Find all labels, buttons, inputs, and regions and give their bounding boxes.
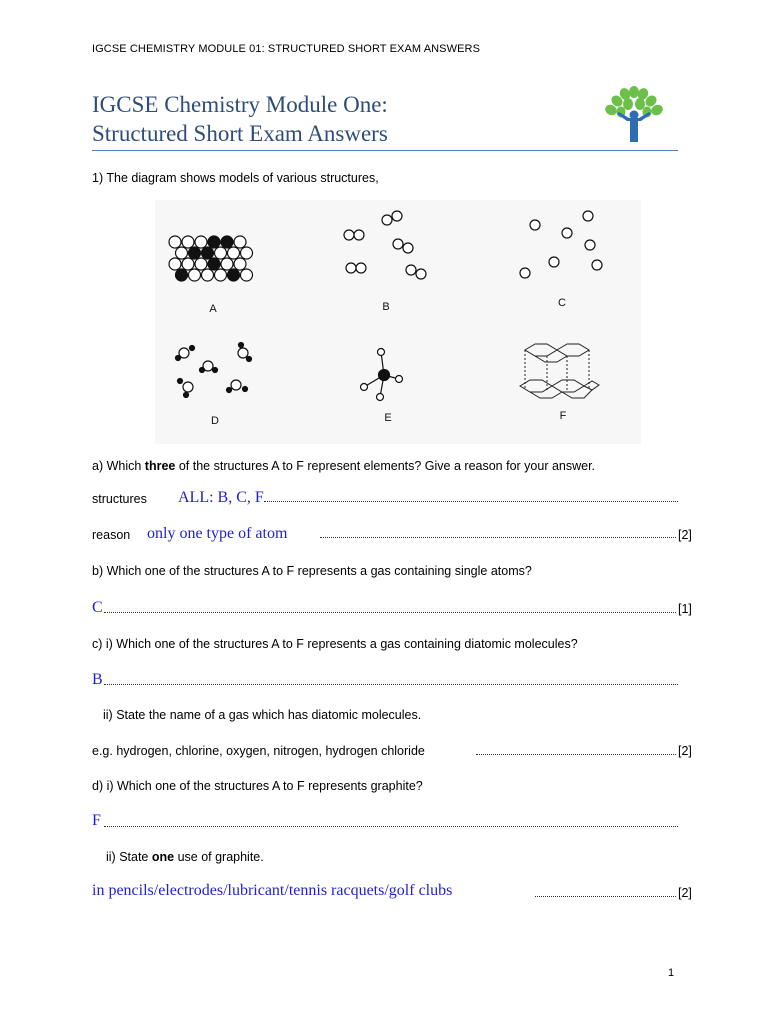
answer-line — [320, 537, 676, 538]
label-a: A — [209, 303, 217, 315]
lattice-atom — [228, 269, 240, 281]
structures-label: structures — [92, 492, 147, 506]
label-e: E — [384, 412, 392, 424]
lattice-atom — [221, 236, 233, 248]
lattice-atom — [169, 236, 181, 248]
answer-line — [104, 826, 678, 827]
lattice-atom — [182, 258, 194, 270]
question-c-i: c) i) Which one of the structures A to F represents a gas containing diatomic molecules? — [92, 637, 578, 651]
lattice-atom — [189, 269, 201, 281]
lattice-atom — [176, 247, 188, 259]
question-a: a) Which three of the structures A to F represent elements? Give a reason for your answer. — [92, 459, 596, 473]
structures-diagram — [155, 200, 641, 444]
lattice-atom — [202, 247, 214, 259]
question-c-ii: ii) State the name of a gas which has diatomic molecules. — [103, 708, 422, 722]
lattice-atom — [234, 258, 246, 270]
question-d-ii: ii) State one use of graphite. — [106, 850, 264, 864]
answer-line — [476, 754, 676, 755]
lattice-atom — [208, 236, 220, 248]
lattice-atom — [169, 258, 181, 270]
lattice-atom — [215, 247, 227, 259]
answer-line — [535, 896, 676, 897]
answer-d-i: F — [92, 812, 101, 829]
lattice-atom — [215, 269, 227, 281]
lattice-atom — [202, 269, 214, 281]
lattice-atom — [176, 269, 188, 281]
lattice-atom — [195, 236, 207, 248]
page-title — [92, 90, 682, 148]
reason-label: reason — [92, 528, 131, 542]
structure-a-model — [169, 236, 253, 281]
label-c: C — [558, 297, 566, 309]
title-line-1: IGCSE Chemistry Module One: — [92, 92, 388, 117]
label-d: D — [211, 415, 219, 427]
answer-line — [104, 684, 678, 685]
lattice-atom — [221, 258, 233, 270]
q1-intro: 1) The diagram shows models of various structures, — [92, 171, 379, 185]
marks-d: [2] — [678, 886, 692, 900]
structures-answer: ALL: B, C, F — [178, 489, 264, 506]
label-f: F — [559, 410, 567, 422]
label-b: B — [382, 301, 390, 313]
marks-a: [2] — [678, 528, 692, 542]
question-b: b) Which one of the structures A to F represents a gas containing single atoms? — [92, 564, 532, 578]
running-header: IGCSE CHEMISTRY MODULE 01: STRUCTURED SHORT EXAM ANSWERS — [92, 43, 481, 55]
marks-c: [2] — [678, 744, 692, 758]
lattice-atom — [241, 247, 253, 259]
answer-line — [264, 501, 678, 502]
lattice-atom — [234, 236, 246, 248]
question-d-i: d) i) Which one of the structures A to F represents graphite? — [92, 779, 423, 793]
answer-c-i: B — [92, 671, 103, 688]
reason-answer: only one type of atom — [147, 525, 288, 542]
page-number: 1 — [668, 967, 675, 979]
answer-line — [104, 612, 676, 613]
lattice-atom — [208, 258, 220, 270]
answer-c-ii: e.g. hydrogen, chlorine, oxygen, nitrogen, hydrogen chloride — [92, 744, 425, 758]
title-line-2: Structured Short Exam Answers — [92, 121, 388, 146]
lattice-atom — [228, 247, 240, 259]
lattice-atom — [241, 269, 253, 281]
marks-b: [1] — [678, 602, 692, 616]
lattice-atom — [189, 247, 201, 259]
title-underline — [92, 150, 678, 151]
lattice-atom — [195, 258, 207, 270]
answer-b: C — [92, 599, 103, 616]
tree-person-logo-icon — [603, 84, 665, 146]
answer-d-ii: in pencils/electrodes/lubricant/tennis racquets/golf clubs — [92, 882, 453, 899]
lattice-atom — [182, 236, 194, 248]
